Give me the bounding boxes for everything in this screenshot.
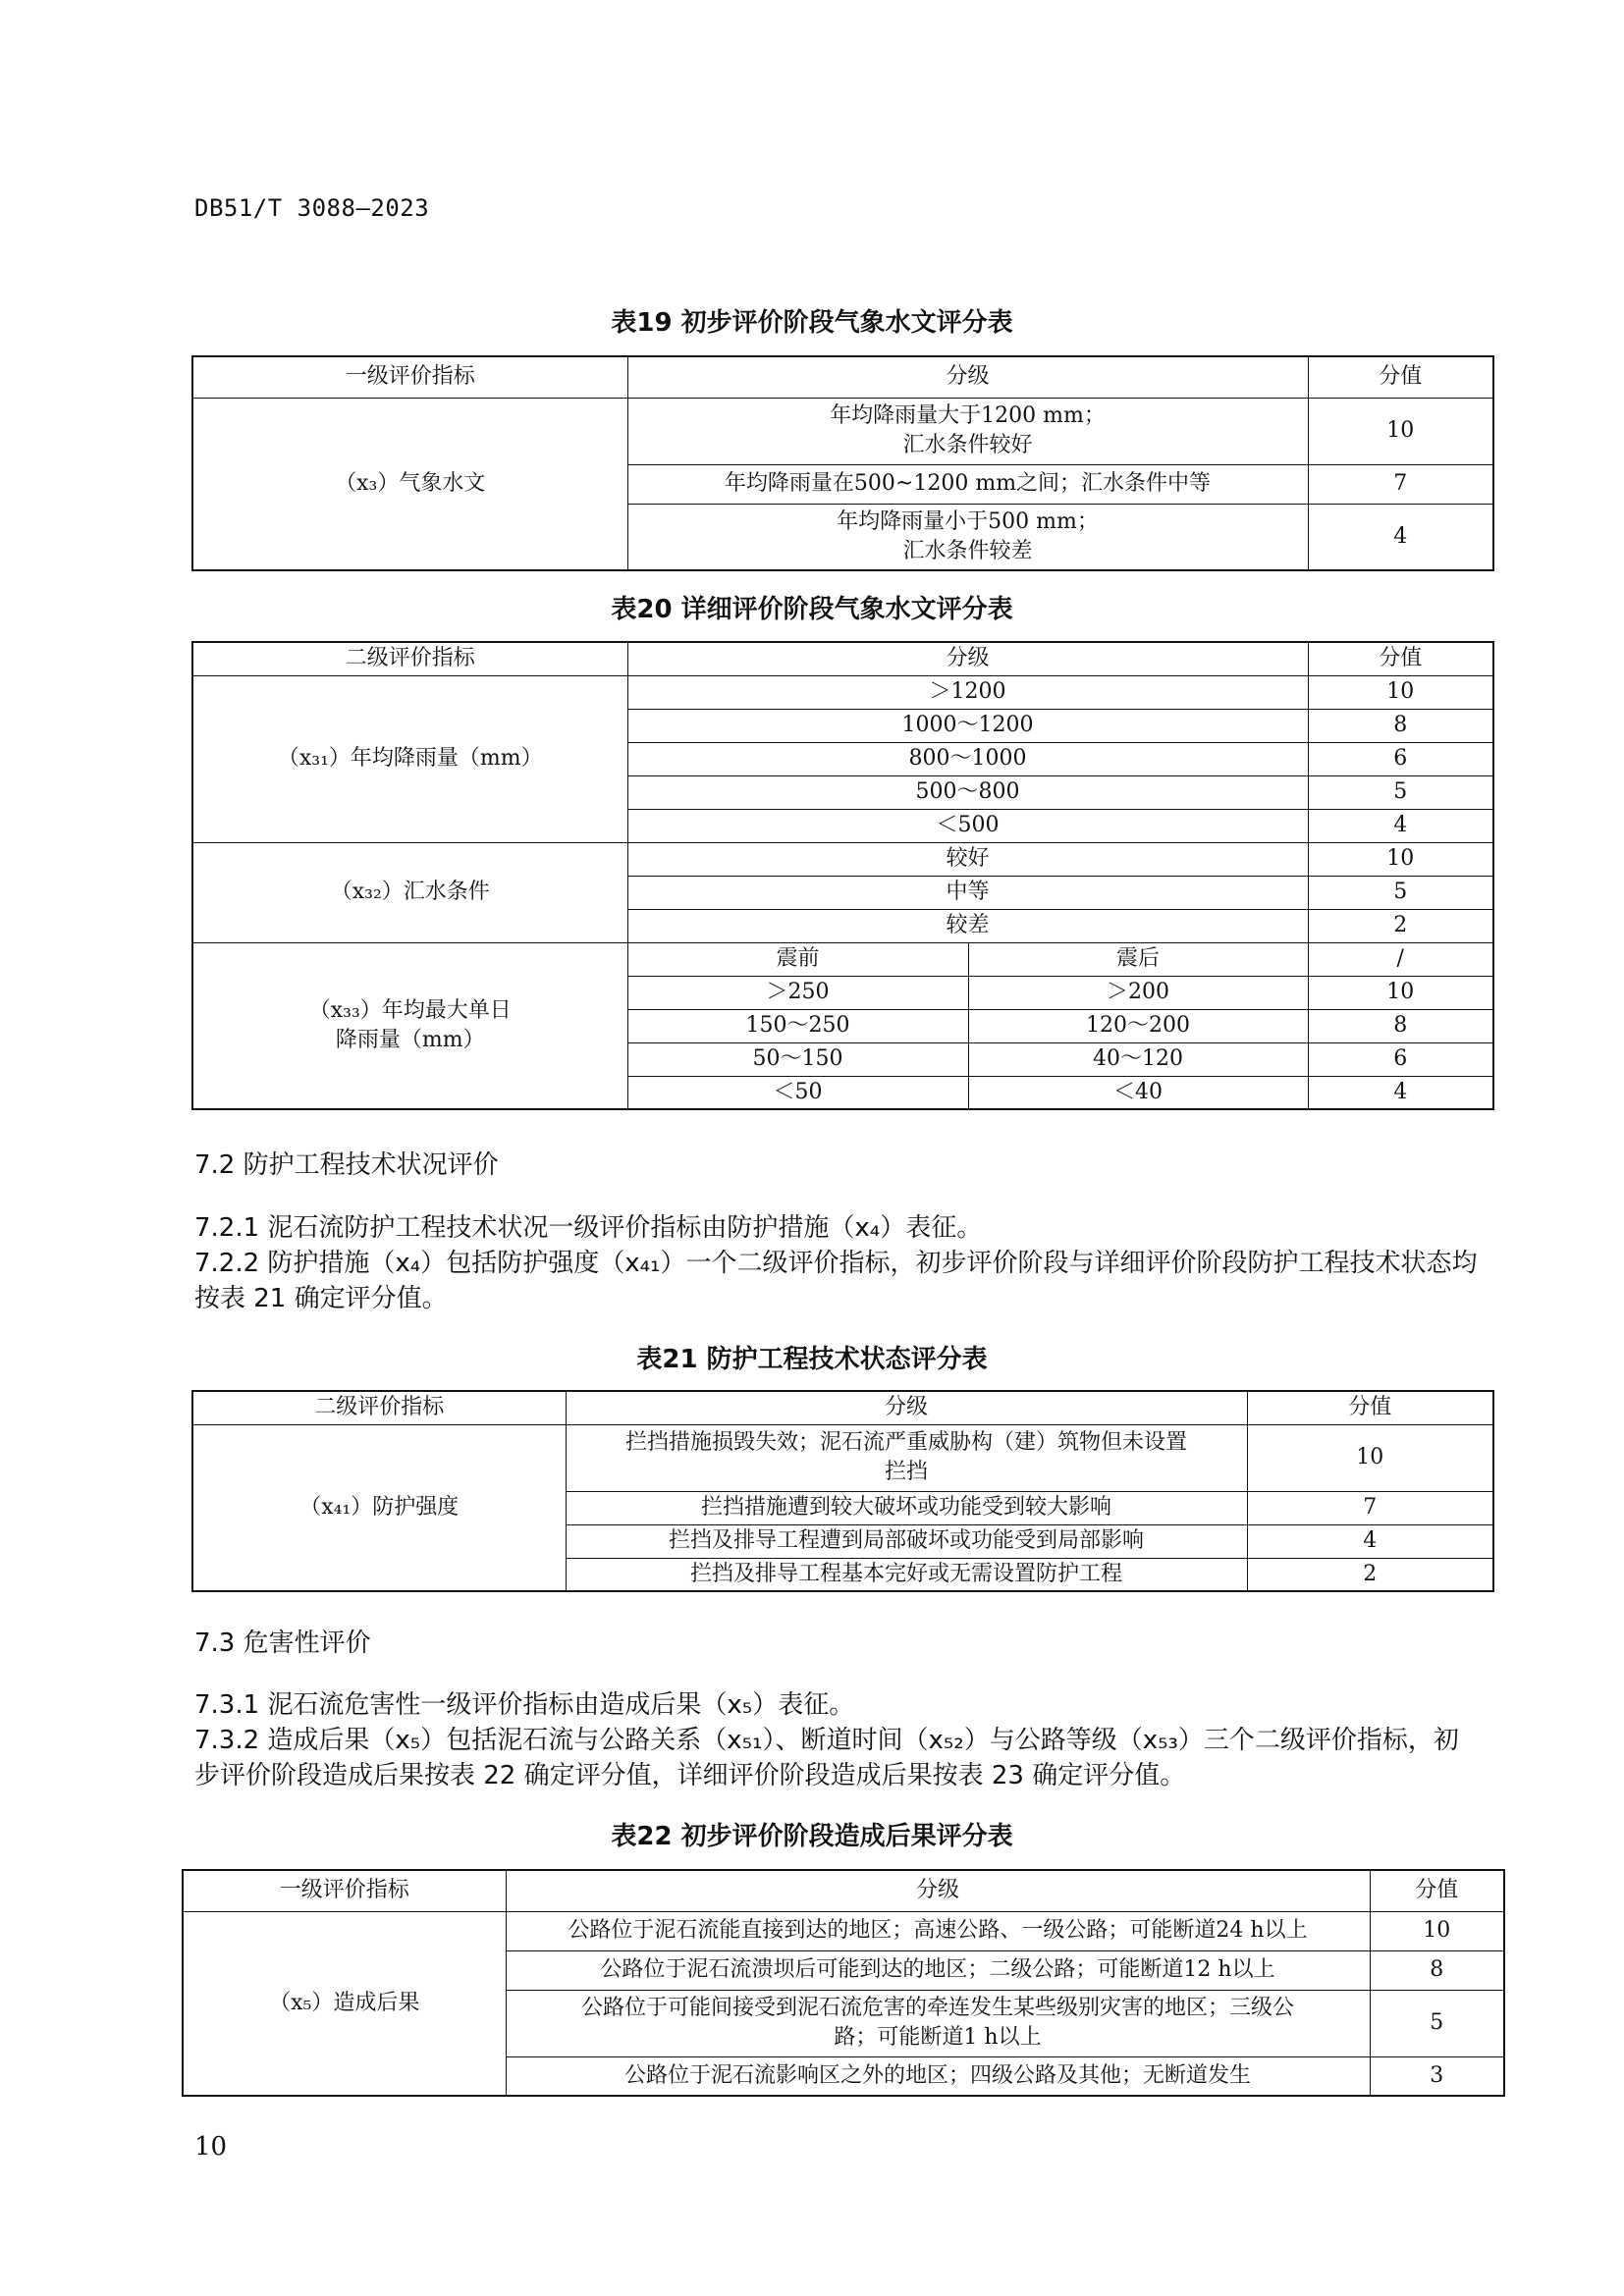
document-id: DB51/T 3088—2023 xyxy=(194,194,430,222)
table20-score: 2 xyxy=(1308,909,1493,942)
table20-score: 4 xyxy=(1308,809,1493,842)
table21-caption: 表21 防护工程技术状态评分表 xyxy=(636,1345,988,1374)
table22-score: 5 xyxy=(1370,1990,1504,2056)
table22-indicator: （x₅）造成后果 xyxy=(183,1911,506,2096)
table21-score: 2 xyxy=(1247,1558,1493,1591)
table22-grade: 公路位于泥石流能直接到达的地区；高速公路、一级公路；可能断道24 h以上 xyxy=(506,1911,1370,1950)
table21-grade: 拦挡措施损毁失效；泥石流严重威胁构（建）筑物但未设置 拦挡 xyxy=(566,1424,1247,1491)
table20-grade: 较好 xyxy=(627,842,1308,876)
table21-header-indicator: 二级评价指标 xyxy=(192,1391,566,1424)
table20 xyxy=(191,641,1494,1110)
table20-after: ＜40 xyxy=(968,1076,1308,1109)
clause-7-3-1: 7.3.1 泥石流危害性一级评价指标由造成后果（x₅）表征。 xyxy=(194,1690,855,1720)
section-7-3-heading: 7.3 危害性评价 xyxy=(194,1629,371,1658)
table22-header-indicator: 一级评价指标 xyxy=(183,1870,506,1911)
table22-grade: 公路位于泥石流影响区之外的地区；四级公路及其他；无断道发生 xyxy=(506,2056,1370,2096)
table21-indicator: （x₄₁）防护强度 xyxy=(192,1424,566,1591)
table20-before: ＜50 xyxy=(627,1076,968,1109)
table22-header-score: 分值 xyxy=(1370,1870,1504,1911)
table20-before: 50～150 xyxy=(627,1042,968,1076)
table19-grade: 年均降雨量在500~1200 mm之间；汇水条件中等 xyxy=(627,464,1308,504)
table22-score: 8 xyxy=(1370,1950,1504,1990)
table22-score: 3 xyxy=(1370,2056,1504,2096)
table21-header-score: 分值 xyxy=(1247,1391,1493,1424)
table21-score: 10 xyxy=(1247,1424,1493,1491)
table20-after: ＞200 xyxy=(968,976,1308,1009)
table20-header-grade: 分级 xyxy=(627,642,1308,675)
clause-7-3-2: 7.3.2 造成后果（x₅）包括泥石流与公路关系（x₅₁）、断道时间（x₅₂）与公路等级（x₅₃）三个二级评价指标，初步评价阶段造成后果按表 22 确定评分值，详细评价阶段造成后果按表 23 确定评分值。 xyxy=(194,1726,1459,1790)
table19-score: 10 xyxy=(1308,398,1493,464)
table21-grade: 拦挡措施遭到较大破坏或功能受到较大影响 xyxy=(566,1491,1247,1524)
table19-indicator: （x₃）气象水文 xyxy=(192,398,627,570)
table20-score: 6 xyxy=(1308,1042,1493,1076)
table20-grade: 较差 xyxy=(627,909,1308,942)
clause-7-2-2: 7.2.2 防护措施（x₄）包括防护强度（x₄₁）一个二级评价指标，初步评价阶段与详细评价阶段防护工程技术状态均按表 21 确定评分值。 xyxy=(194,1249,1478,1313)
table21-header-grade: 分级 xyxy=(566,1391,1247,1424)
table22-score: 10 xyxy=(1370,1911,1504,1950)
table19-caption: 表19 初步评价阶段气象水文评分表 xyxy=(611,308,1013,338)
table20-header-indicator: 二级评价指标 xyxy=(192,642,627,675)
table20-caption: 表20 详细评价阶段气象水文评分表 xyxy=(611,595,1013,624)
table22-grade: 公路位于可能间接受到泥石流危害的牵连发生某些级别灾害的地区；三级公 路；可能断道1 h以上 xyxy=(506,1990,1370,2056)
table19 xyxy=(191,355,1494,571)
table20-score: 5 xyxy=(1308,876,1493,909)
table20-score: 4 xyxy=(1308,1076,1493,1109)
table20-subheader-score: / xyxy=(1308,942,1493,976)
table20-grade: 500～800 xyxy=(627,775,1308,809)
table20-score: 10 xyxy=(1308,842,1493,876)
table20-score: 10 xyxy=(1308,675,1493,709)
table19-score: 7 xyxy=(1308,464,1493,504)
table20-subheader-after: 震后 xyxy=(968,942,1308,976)
table20-indicator-catchment: （x₃₂）汇水条件 xyxy=(192,842,627,942)
table20-header-score: 分值 xyxy=(1308,642,1493,675)
table20-before: 150～250 xyxy=(627,1009,968,1042)
page-number: 10 xyxy=(194,2132,228,2162)
table20-score: 8 xyxy=(1308,709,1493,742)
table22-grade: 公路位于泥石流溃坝后可能到达的地区；二级公路；可能断道12 h以上 xyxy=(506,1950,1370,1990)
table21-score: 7 xyxy=(1247,1491,1493,1524)
table19-grade: 年均降雨量小于500 mm； 汇水条件较差 xyxy=(627,504,1308,570)
table21-grade: 拦挡及排导工程基本完好或无需设置防护工程 xyxy=(566,1558,1247,1591)
table20-grade: 中等 xyxy=(627,876,1308,909)
table21 xyxy=(191,1390,1494,1592)
table20-subheader-before: 震前 xyxy=(627,942,968,976)
table21-grade: 拦挡及排导工程遭到局部破坏或功能受到局部影响 xyxy=(566,1524,1247,1558)
table19-header-score: 分值 xyxy=(1308,356,1493,398)
table20-indicator-rainfall: （x₃₁）年均降雨量（mm） xyxy=(192,675,627,842)
table20-grade: ＜500 xyxy=(627,809,1308,842)
table19-header-indicator: 一级评价指标 xyxy=(192,356,627,398)
table20-after: 120～200 xyxy=(968,1009,1308,1042)
table19-grade: 年均降雨量大于1200 mm； 汇水条件较好 xyxy=(627,398,1308,464)
table20-grade: ＞1200 xyxy=(627,675,1308,709)
table20-indicator-max-daily: （x₃₃）年均最大单日 降雨量（mm） xyxy=(192,942,627,1109)
table19-score: 4 xyxy=(1308,504,1493,570)
table19-header-grade: 分级 xyxy=(627,356,1308,398)
section-7-2-heading: 7.2 防护工程技术状况评价 xyxy=(194,1150,499,1180)
table20-score: 6 xyxy=(1308,742,1493,775)
table20-grade: 800～1000 xyxy=(627,742,1308,775)
clause-7-2-1: 7.2.1 泥石流防护工程技术状况一级评价指标由防护措施（x₄）表征。 xyxy=(194,1213,983,1243)
table20-score: 10 xyxy=(1308,976,1493,1009)
table20-before: ＞250 xyxy=(627,976,968,1009)
table20-grade: 1000～1200 xyxy=(627,709,1308,742)
table22-header-grade: 分级 xyxy=(506,1870,1370,1911)
table22 xyxy=(182,1869,1505,2097)
table20-score: 8 xyxy=(1308,1009,1493,1042)
table22-caption: 表22 初步评价阶段造成后果评分表 xyxy=(611,1822,1013,1851)
table20-score: 5 xyxy=(1308,775,1493,809)
table20-after: 40～120 xyxy=(968,1042,1308,1076)
table21-score: 4 xyxy=(1247,1524,1493,1558)
